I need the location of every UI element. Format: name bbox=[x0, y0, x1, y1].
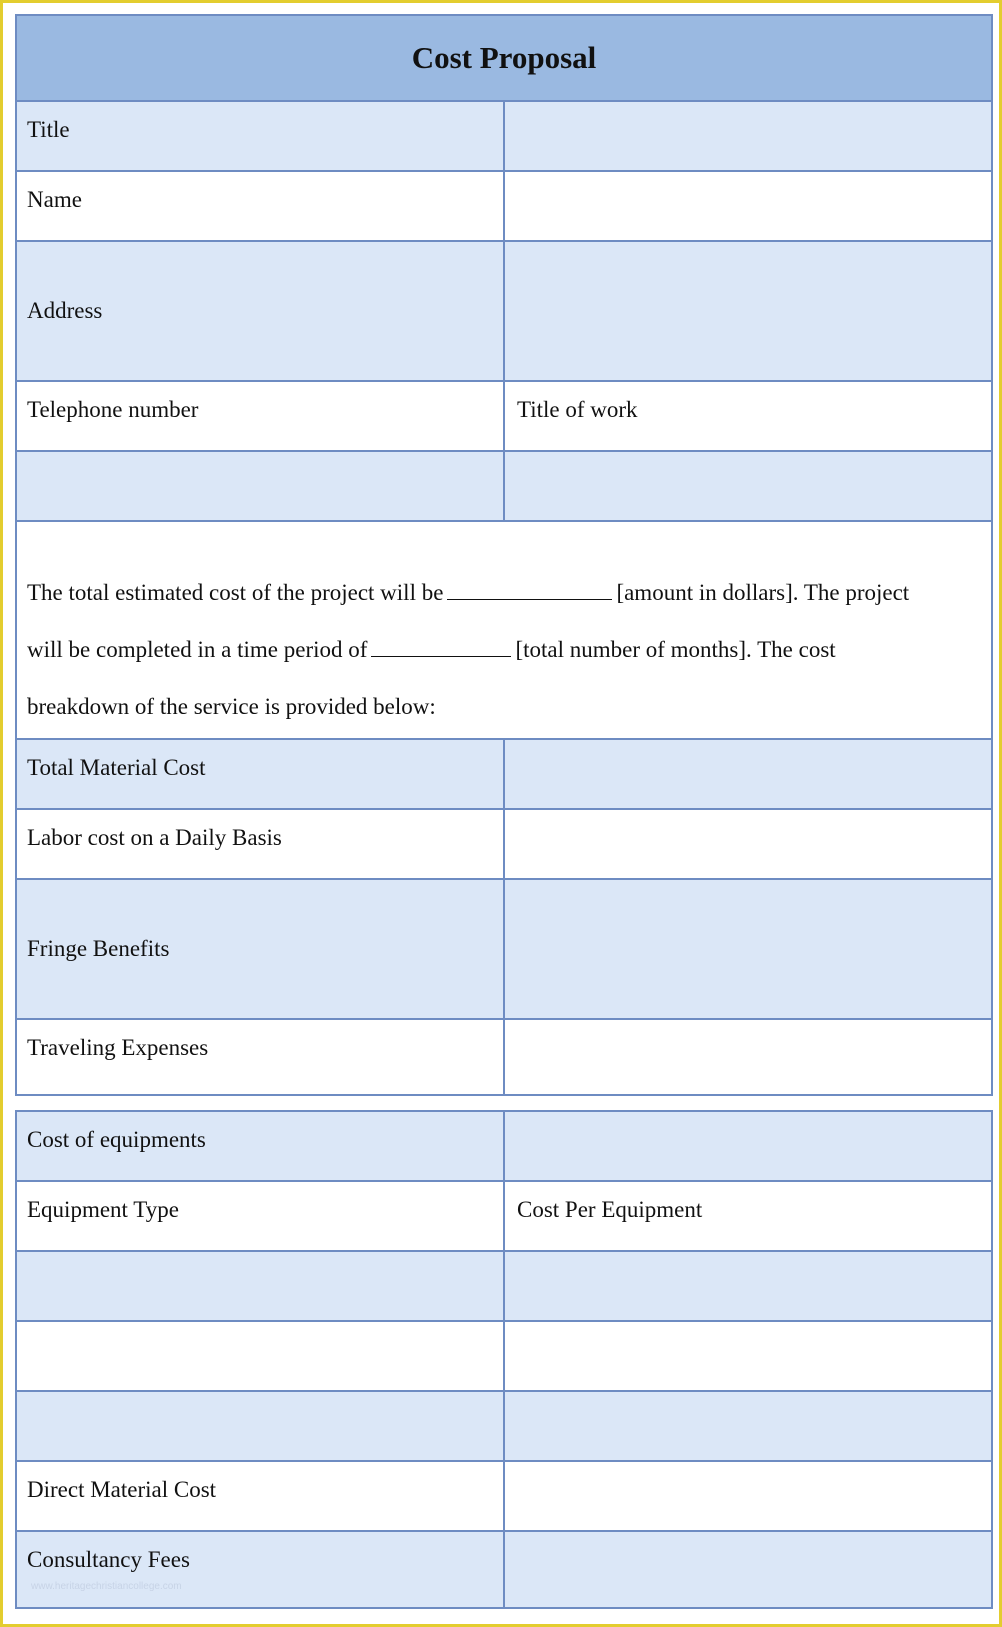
consultancy-fees-field[interactable] bbox=[505, 1532, 991, 1607]
cost-of-equipments-field[interactable] bbox=[505, 1112, 991, 1180]
row-labor-cost bbox=[17, 810, 991, 880]
row-title bbox=[17, 102, 991, 172]
equipment-type-cell[interactable] bbox=[17, 1252, 503, 1320]
title-field[interactable] bbox=[505, 102, 991, 170]
row-traveling-expenses bbox=[17, 1020, 991, 1094]
label-consultancy-fees: Consultancy Fees bbox=[27, 1547, 190, 1572]
labor-cost-field[interactable] bbox=[505, 810, 991, 878]
months-blank[interactable] bbox=[371, 655, 511, 657]
label-name: Name bbox=[27, 187, 82, 212]
amount-blank[interactable] bbox=[447, 598, 612, 600]
label-title: Title bbox=[27, 117, 70, 142]
watermark: www.heritagechristiancollege.com bbox=[31, 1581, 182, 1592]
material-cost-field[interactable] bbox=[505, 740, 991, 808]
row-consultancy-fees bbox=[17, 1532, 991, 1607]
label-material-cost: Total Material Cost bbox=[27, 755, 206, 780]
row-fringe-benefits bbox=[17, 880, 991, 1020]
equipment-row bbox=[17, 1322, 991, 1392]
equipment-cost-cell[interactable] bbox=[505, 1322, 991, 1390]
row-telephone-header bbox=[17, 382, 991, 452]
name-field[interactable] bbox=[505, 172, 991, 240]
equipment-type-cell[interactable] bbox=[17, 1322, 503, 1390]
address-field[interactable] bbox=[505, 242, 991, 380]
row-direct-material-cost bbox=[17, 1462, 991, 1532]
row-estimate-paragraph bbox=[17, 522, 991, 740]
row-name bbox=[17, 172, 991, 242]
row-cost-of-equipments bbox=[17, 1112, 991, 1182]
equipment-type-cell[interactable] bbox=[17, 1392, 503, 1460]
label-direct-material-cost: Direct Material Cost bbox=[27, 1477, 217, 1502]
equipment-row bbox=[17, 1252, 991, 1322]
label-traveling-expenses: Traveling Expenses bbox=[27, 1035, 209, 1060]
label-labor-cost: Labor cost on a Daily Basis bbox=[27, 825, 282, 850]
equipment-row bbox=[17, 1392, 991, 1462]
estimate-paragraph: The total estimated cost of the project will be [amount in dollars]. The project will be completed in a time period of [total number of months]. The cost breakdown of the service is provided below: bbox=[27, 580, 910, 719]
telephone-field[interactable] bbox=[17, 452, 503, 520]
label-telephone: Telephone number bbox=[27, 397, 199, 422]
equipment-cost-cell[interactable] bbox=[505, 1392, 991, 1460]
direct-material-cost-field[interactable] bbox=[505, 1462, 991, 1530]
label-equipment-type: Equipment Type bbox=[27, 1197, 179, 1222]
fringe-benefits-field[interactable] bbox=[505, 880, 991, 1018]
row-address bbox=[17, 242, 991, 382]
title-of-work-field[interactable] bbox=[505, 452, 991, 520]
label-address: Address bbox=[27, 298, 103, 323]
traveling-expenses-field[interactable] bbox=[505, 1020, 991, 1094]
row-material-cost bbox=[17, 740, 991, 810]
row-equipment-header bbox=[17, 1182, 991, 1252]
row-telephone-values bbox=[17, 452, 991, 522]
page-title: Cost Proposal bbox=[17, 16, 991, 102]
proposal-form bbox=[15, 14, 993, 1096]
label-title-of-work: Title of work bbox=[517, 397, 638, 422]
label-cost-per-equipment: Cost Per Equipment bbox=[517, 1197, 703, 1222]
label-cost-of-equipments: Cost of equipments bbox=[27, 1127, 206, 1152]
label-fringe-benefits: Fringe Benefits bbox=[27, 936, 170, 961]
equipment-form bbox=[15, 1110, 993, 1609]
equipment-cost-cell[interactable] bbox=[505, 1252, 991, 1320]
